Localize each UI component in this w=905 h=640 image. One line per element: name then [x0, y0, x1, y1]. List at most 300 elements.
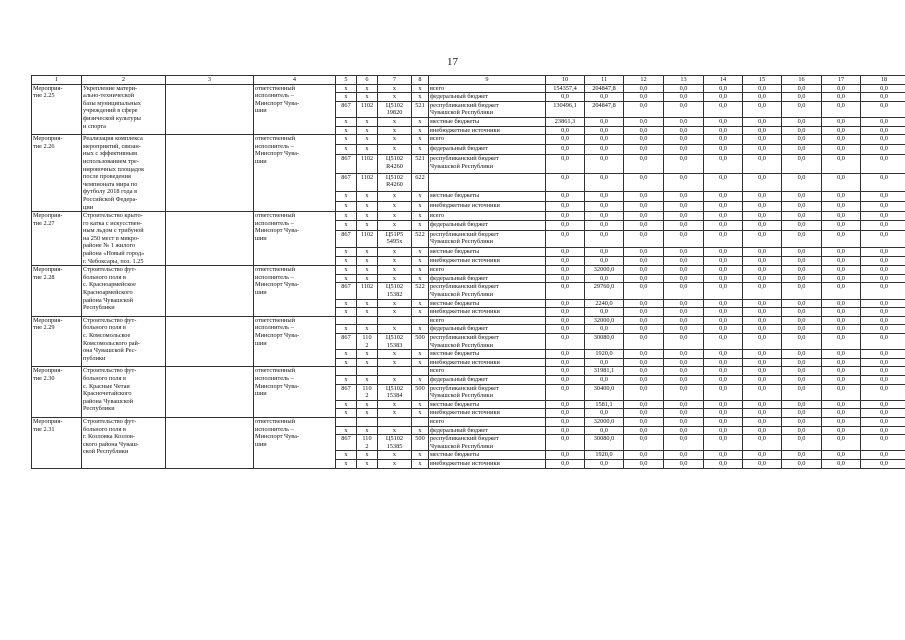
column-number: 9: [429, 76, 546, 85]
funding-value: 0,0: [704, 375, 743, 384]
funding-value: 0,0: [743, 375, 782, 384]
expense-type-code: x: [412, 84, 429, 93]
funding-source: местные бюджеты: [429, 350, 546, 359]
funding-value: 0,0: [782, 101, 822, 117]
section-code: x: [357, 409, 378, 418]
expense-type-code: 522: [412, 230, 429, 247]
funding-value: 0,0: [704, 308, 743, 317]
funding-value: 0,0: [704, 266, 743, 275]
funding-value: 0,0: [624, 299, 664, 308]
target-article-code: x: [378, 247, 412, 256]
expense-type-code: x: [412, 308, 429, 317]
funding-value: 0,0: [743, 173, 782, 192]
funding-value: 0,0: [704, 230, 743, 247]
funding-value: 0,0: [861, 325, 905, 334]
funding-value: 0,0: [585, 308, 624, 317]
funding-value: 0,0: [546, 126, 585, 135]
funding-value: 0,0: [704, 274, 743, 283]
funding-value: 0,0: [664, 145, 704, 155]
funding-value: 204847,8: [585, 84, 624, 93]
funding-value: 30080,0: [585, 334, 624, 350]
target-article-code: x: [378, 400, 412, 409]
column-number: 4: [254, 76, 336, 85]
table-row: [32, 212, 905, 221]
funding-value: 0,0: [546, 173, 585, 192]
funding-value: 0,0: [546, 299, 585, 308]
funding-value: 0,0: [782, 117, 822, 126]
admin-code: [336, 367, 357, 376]
expense-type-code: 522: [412, 283, 429, 299]
funding-value: 0,0: [861, 308, 905, 317]
funding-value: 0,0: [861, 375, 905, 384]
funding-value: 0,0: [743, 299, 782, 308]
section-code: x: [357, 212, 378, 221]
funding-value: 0,0: [546, 93, 585, 102]
funding-value: 0,0: [782, 221, 822, 230]
admin-code: [336, 316, 357, 325]
funding-value: 0,0: [704, 417, 743, 426]
funding-value: 0,0: [782, 316, 822, 325]
funding-value: 0,0: [624, 400, 664, 409]
funding-value: 0,0: [743, 426, 782, 435]
funding-source: республиканский бюджет Чувашской Республики: [429, 334, 546, 350]
section-code: 110 2: [357, 334, 378, 350]
column-number: 18: [861, 76, 905, 85]
target-article-code: x: [378, 93, 412, 102]
funding-value: 0,0: [861, 93, 905, 102]
funding-value: 0,0: [782, 247, 822, 256]
funding-value: 0,0: [546, 400, 585, 409]
expense-type-code: 521: [412, 101, 429, 117]
measure-title: Укрепление матери- ально-технической базы муниципальных учреждений в сфере физической культуры и спорта: [82, 84, 166, 135]
funding-value: 0,0: [743, 192, 782, 202]
funding-value: 0,0: [861, 384, 905, 400]
section-code: 1102: [357, 154, 378, 173]
target-article-code: Ц5102 R4260: [378, 173, 412, 192]
funding-value: 0,0: [822, 247, 861, 256]
expense-type-code: 500: [412, 334, 429, 350]
funding-value: 30400,0: [585, 384, 624, 400]
funding-value: 0,0: [782, 283, 822, 299]
funding-value: 0,0: [822, 202, 861, 212]
funding-source: местные бюджеты: [429, 247, 546, 256]
expense-type-code: 622: [412, 173, 429, 192]
column-number: 17: [822, 76, 861, 85]
expense-type-code: x: [412, 145, 429, 155]
table-row: [32, 266, 905, 275]
funding-value: 0,0: [782, 400, 822, 409]
funding-value: 0,0: [704, 101, 743, 117]
funding-value: 0,0: [704, 325, 743, 334]
admin-code: x: [336, 266, 357, 275]
target-article-code: Ц5102 15384: [378, 384, 412, 400]
table-row: [32, 84, 905, 93]
funding-value: 0,0: [822, 84, 861, 93]
funding-value: 0,0: [861, 247, 905, 256]
measure-title: Строительство фут- больного поля в с. Красноармейское Красноармейского района Чувашской Республики: [82, 266, 166, 317]
funding-value: 0,0: [782, 459, 822, 468]
funding-value: 0,0: [704, 84, 743, 93]
funding-value: 0,0: [822, 126, 861, 135]
admin-code: x: [336, 202, 357, 212]
target-article-code: x: [378, 212, 412, 221]
funding-value: 0,0: [704, 257, 743, 266]
funding-value: 0,0: [861, 257, 905, 266]
expense-type-code: x: [412, 93, 429, 102]
goal-cell: [166, 266, 254, 317]
funding-value: 0,0: [822, 350, 861, 359]
funding-value: 0,0: [822, 459, 861, 468]
funding-value: 0,0: [861, 126, 905, 135]
funding-value: 0,0: [743, 117, 782, 126]
admin-code: 867: [336, 154, 357, 173]
funding-value: 0,0: [822, 154, 861, 173]
funding-value: 0,0: [743, 247, 782, 256]
responsible-executor: ответственный исполнитель – Минспорт Чува- шии: [254, 417, 336, 468]
column-number: 1: [32, 76, 82, 85]
funding-value: 0,0: [704, 212, 743, 221]
funding-value: 0,0: [861, 221, 905, 230]
funding-value: 0,0: [704, 451, 743, 460]
funding-value: 0,0: [743, 84, 782, 93]
funding-value: 0,0: [664, 257, 704, 266]
funding-value: 0,0: [546, 145, 585, 155]
target-article-code: x: [378, 451, 412, 460]
funding-value: 0,0: [585, 192, 624, 202]
admin-code: [336, 417, 357, 426]
funding-value: 0,0: [822, 192, 861, 202]
measure-id: Мероприя- тие 2.26: [32, 135, 82, 212]
funding-value: 0,0: [704, 367, 743, 376]
funding-value: 0,0: [743, 367, 782, 376]
funding-value: 0,0: [546, 266, 585, 275]
goal-cell: [166, 135, 254, 212]
funding-value: 0,0: [624, 154, 664, 173]
admin-code: x: [336, 409, 357, 418]
table-row: [32, 367, 905, 376]
target-article-code: x: [378, 135, 412, 145]
funding-value: 204847,8: [585, 101, 624, 117]
funding-value: 0,0: [624, 93, 664, 102]
funding-value: 0,0: [664, 230, 704, 247]
expense-type-code: x: [412, 325, 429, 334]
admin-code: x: [336, 212, 357, 221]
funding-value: 0,0: [782, 375, 822, 384]
expense-type-code: x: [412, 221, 429, 230]
funding-value: 154357,4: [546, 84, 585, 93]
section-code: x: [357, 426, 378, 435]
funding-value: 0,0: [861, 212, 905, 221]
funding-value: 0,0: [624, 384, 664, 400]
expense-type-code: x: [412, 375, 429, 384]
funding-value: 0,0: [664, 400, 704, 409]
funding-value: 0,0: [704, 400, 743, 409]
column-number: 10: [546, 76, 585, 85]
funding-value: 0,0: [624, 426, 664, 435]
funding-value: 0,0: [822, 274, 861, 283]
admin-code: x: [336, 358, 357, 367]
expense-type-code: [412, 367, 429, 376]
column-number: 12: [624, 76, 664, 85]
funding-value: 0,0: [664, 117, 704, 126]
section-code: x: [357, 400, 378, 409]
funding-value: 0,0: [782, 358, 822, 367]
admin-code: x: [336, 375, 357, 384]
funding-value: 0,0: [664, 173, 704, 192]
admin-code: x: [336, 459, 357, 468]
funding-value: 0,0: [664, 212, 704, 221]
target-article-code: x: [378, 459, 412, 468]
funding-value: 0,0: [782, 257, 822, 266]
funding-value: 0,0: [743, 384, 782, 400]
funding-value: 0,0: [704, 221, 743, 230]
funding-value: 0,0: [546, 230, 585, 247]
funding-value: 32000,0: [585, 417, 624, 426]
funding-value: 0,0: [624, 334, 664, 350]
funding-source: федеральный бюджет: [429, 426, 546, 435]
funding-value: 0,0: [546, 358, 585, 367]
funding-value: 0,0: [782, 367, 822, 376]
funding-value: 31981,1: [585, 367, 624, 376]
funding-value: 0,0: [822, 308, 861, 317]
funding-value: 0,0: [743, 459, 782, 468]
funding-value: 32000,0: [585, 266, 624, 275]
funding-value: 0,0: [861, 409, 905, 418]
funding-value: 0,0: [664, 247, 704, 256]
funding-value: 0,0: [743, 400, 782, 409]
funding-value: 0,0: [664, 84, 704, 93]
funding-value: 0,0: [743, 350, 782, 359]
funding-value: 0,0: [585, 212, 624, 221]
funding-value: 0,0: [861, 316, 905, 325]
measure-id: Мероприя- тие 2.29: [32, 316, 82, 367]
section-code: x: [357, 126, 378, 135]
funding-value: 0,0: [743, 266, 782, 275]
section-code: x: [357, 84, 378, 93]
funding-value: 0,0: [822, 266, 861, 275]
funding-value: 0,0: [546, 308, 585, 317]
funding-value: 0,0: [664, 384, 704, 400]
funding-value: 0,0: [822, 283, 861, 299]
funding-source: федеральный бюджет: [429, 221, 546, 230]
funding-value: 0,0: [861, 173, 905, 192]
funding-value: 0,0: [704, 202, 743, 212]
expense-type-code: [412, 316, 429, 325]
admin-code: x: [336, 257, 357, 266]
funding-value: 0,0: [782, 409, 822, 418]
column-number: 8: [412, 76, 429, 85]
goal-cell: [166, 84, 254, 135]
admin-code: x: [336, 117, 357, 126]
funding-value: 0,0: [624, 101, 664, 117]
funding-value: 0,0: [743, 135, 782, 145]
column-number: 7: [378, 76, 412, 85]
target-article-code: x: [378, 221, 412, 230]
funding-value: 0,0: [743, 435, 782, 451]
funding-value: 0,0: [822, 117, 861, 126]
responsible-executor: ответственный исполнитель – Минспорт Чува- шии: [254, 135, 336, 212]
funding-source: внебюджетные источники: [429, 358, 546, 367]
funding-source: федеральный бюджет: [429, 145, 546, 155]
funding-value: 0,0: [743, 283, 782, 299]
target-article-code: Ц5102 15382: [378, 283, 412, 299]
funding-value: 0,0: [546, 221, 585, 230]
admin-code: x: [336, 274, 357, 283]
funding-source: федеральный бюджет: [429, 93, 546, 102]
admin-code: x: [336, 308, 357, 317]
funding-value: 0,0: [861, 274, 905, 283]
funding-value: 0,0: [822, 400, 861, 409]
funding-value: 0,0: [624, 192, 664, 202]
section-code: [357, 367, 378, 376]
funding-value: 0,0: [822, 451, 861, 460]
funding-value: 0,0: [743, 409, 782, 418]
funding-value: 0,0: [743, 93, 782, 102]
measure-title: Строительство фут- больного поля в г. Козловка Козлов- ского района Чуваш- ской Республики: [82, 417, 166, 468]
funding-value: 0,0: [743, 202, 782, 212]
funding-value: 0,0: [861, 135, 905, 145]
funding-value: 0,0: [782, 350, 822, 359]
funding-value: 0,0: [664, 135, 704, 145]
funding-value: 0,0: [861, 367, 905, 376]
funding-value: 0,0: [546, 202, 585, 212]
funding-value: 0,0: [624, 375, 664, 384]
funding-value: 0,0: [743, 145, 782, 155]
expense-type-code: x: [412, 426, 429, 435]
section-code: x: [357, 257, 378, 266]
funding-value: 0,0: [861, 117, 905, 126]
funding-value: 0,0: [704, 426, 743, 435]
funding-value: 0,0: [624, 266, 664, 275]
funding-value: 0,0: [861, 145, 905, 155]
funding-value: 0,0: [546, 325, 585, 334]
funding-value: 0,0: [782, 274, 822, 283]
admin-code: x: [336, 400, 357, 409]
expense-type-code: x: [412, 247, 429, 256]
funding-value: 0,0: [585, 126, 624, 135]
funding-value: 0,0: [585, 117, 624, 126]
responsible-executor: ответственный исполнитель – Минспорт Чува- шии: [254, 266, 336, 317]
expense-type-code: x: [412, 257, 429, 266]
admin-code: 867: [336, 435, 357, 451]
funding-value: 0,0: [822, 145, 861, 155]
expense-type-code: x: [412, 135, 429, 145]
funding-value: 0,0: [782, 154, 822, 173]
funding-value: 0,0: [664, 367, 704, 376]
funding-value: 0,0: [822, 325, 861, 334]
funding-value: 1581,1: [585, 400, 624, 409]
expense-type-code: x: [412, 202, 429, 212]
section-code: x: [357, 192, 378, 202]
funding-value: 0,0: [822, 358, 861, 367]
funding-value: 0,0: [624, 308, 664, 317]
program-measures-table: [31, 75, 905, 469]
funding-value: 0,0: [861, 230, 905, 247]
funding-value: 2240,0: [585, 299, 624, 308]
funding-value: 0,0: [546, 154, 585, 173]
funding-value: 0,0: [743, 334, 782, 350]
funding-value: 0,0: [743, 308, 782, 317]
section-code: x: [357, 459, 378, 468]
admin-code: x: [336, 145, 357, 155]
section-code: x: [357, 135, 378, 145]
funding-source: республиканский бюджет Чувашской Республики: [429, 101, 546, 117]
funding-value: 0,0: [782, 334, 822, 350]
funding-value: 0,0: [782, 299, 822, 308]
funding-value: 0,0: [585, 375, 624, 384]
funding-value: 0,0: [704, 154, 743, 173]
funding-value: 0,0: [704, 316, 743, 325]
funding-value: 1920,0: [585, 350, 624, 359]
section-code: x: [357, 308, 378, 317]
measure-title: Строительство крыто- го катка с искусствен- ным льдом с трибуной на 250 мест в микро- районе № 1 жилого района «Новый город» г. Чебоксары, поз. 1.25: [82, 212, 166, 266]
expense-type-code: x: [412, 212, 429, 221]
funding-value: 0,0: [664, 299, 704, 308]
funding-source: республиканский бюджет Чувашской Республики: [429, 384, 546, 400]
funding-value: 0,0: [624, 247, 664, 256]
section-code: x: [357, 325, 378, 334]
funding-value: 0,0: [704, 358, 743, 367]
target-article-code: [378, 367, 412, 376]
target-article-code: x: [378, 409, 412, 418]
funding-source: республиканский бюджет Чувашской Республики: [429, 154, 546, 173]
funding-value: 0,0: [704, 126, 743, 135]
measure-id: Мероприя- тие 2.27: [32, 212, 82, 266]
measure-title: Реализация комплекса мероприятий, связан- ных с эффективным использованием тре- нировочных площадок после проведения чемпионата мира по футболу 2018 года в Российской Федера- ции: [82, 135, 166, 212]
funding-source: внебюджетные источники: [429, 202, 546, 212]
measure-id: Мероприя- тие 2.30: [32, 367, 82, 418]
responsible-executor: ответственный исполнитель – Минспорт Чува- шии: [254, 84, 336, 135]
table-row: [32, 417, 905, 426]
funding-value: 0,0: [585, 274, 624, 283]
funding-source: всего: [429, 266, 546, 275]
funding-value: 0,0: [822, 93, 861, 102]
funding-source: всего: [429, 84, 546, 93]
funding-value: 0,0: [585, 135, 624, 145]
funding-value: 0,0: [822, 409, 861, 418]
funding-value: 0,0: [624, 358, 664, 367]
funding-value: 0,0: [624, 173, 664, 192]
funding-value: 0,0: [546, 384, 585, 400]
funding-value: 0,0: [782, 212, 822, 221]
funding-value: 0,0: [822, 101, 861, 117]
funding-value: 0,0: [822, 375, 861, 384]
funding-value: 0,0: [861, 283, 905, 299]
target-article-code: x: [378, 358, 412, 367]
admin-code: x: [336, 135, 357, 145]
funding-value: 0,0: [624, 135, 664, 145]
section-code: 1102: [357, 101, 378, 117]
funding-value: 0,0: [624, 257, 664, 266]
target-article-code: x: [378, 426, 412, 435]
section-code: 1102: [357, 283, 378, 299]
target-article-code: [378, 417, 412, 426]
funding-value: 0,0: [782, 384, 822, 400]
funding-source: республиканский бюджет Чувашской Республики: [429, 435, 546, 451]
expense-type-code: x: [412, 459, 429, 468]
funding-source: федеральный бюджет: [429, 274, 546, 283]
funding-value: 0,0: [782, 230, 822, 247]
funding-value: 0,0: [861, 451, 905, 460]
funding-value: 0,0: [624, 274, 664, 283]
funding-value: 0,0: [664, 101, 704, 117]
measure-id: Мероприя- тие 2.31: [32, 417, 82, 468]
target-article-code: x: [378, 117, 412, 126]
section-code: x: [357, 274, 378, 283]
expense-type-code: x: [412, 192, 429, 202]
funding-value: 0,0: [704, 283, 743, 299]
funding-value: 0,0: [624, 459, 664, 468]
